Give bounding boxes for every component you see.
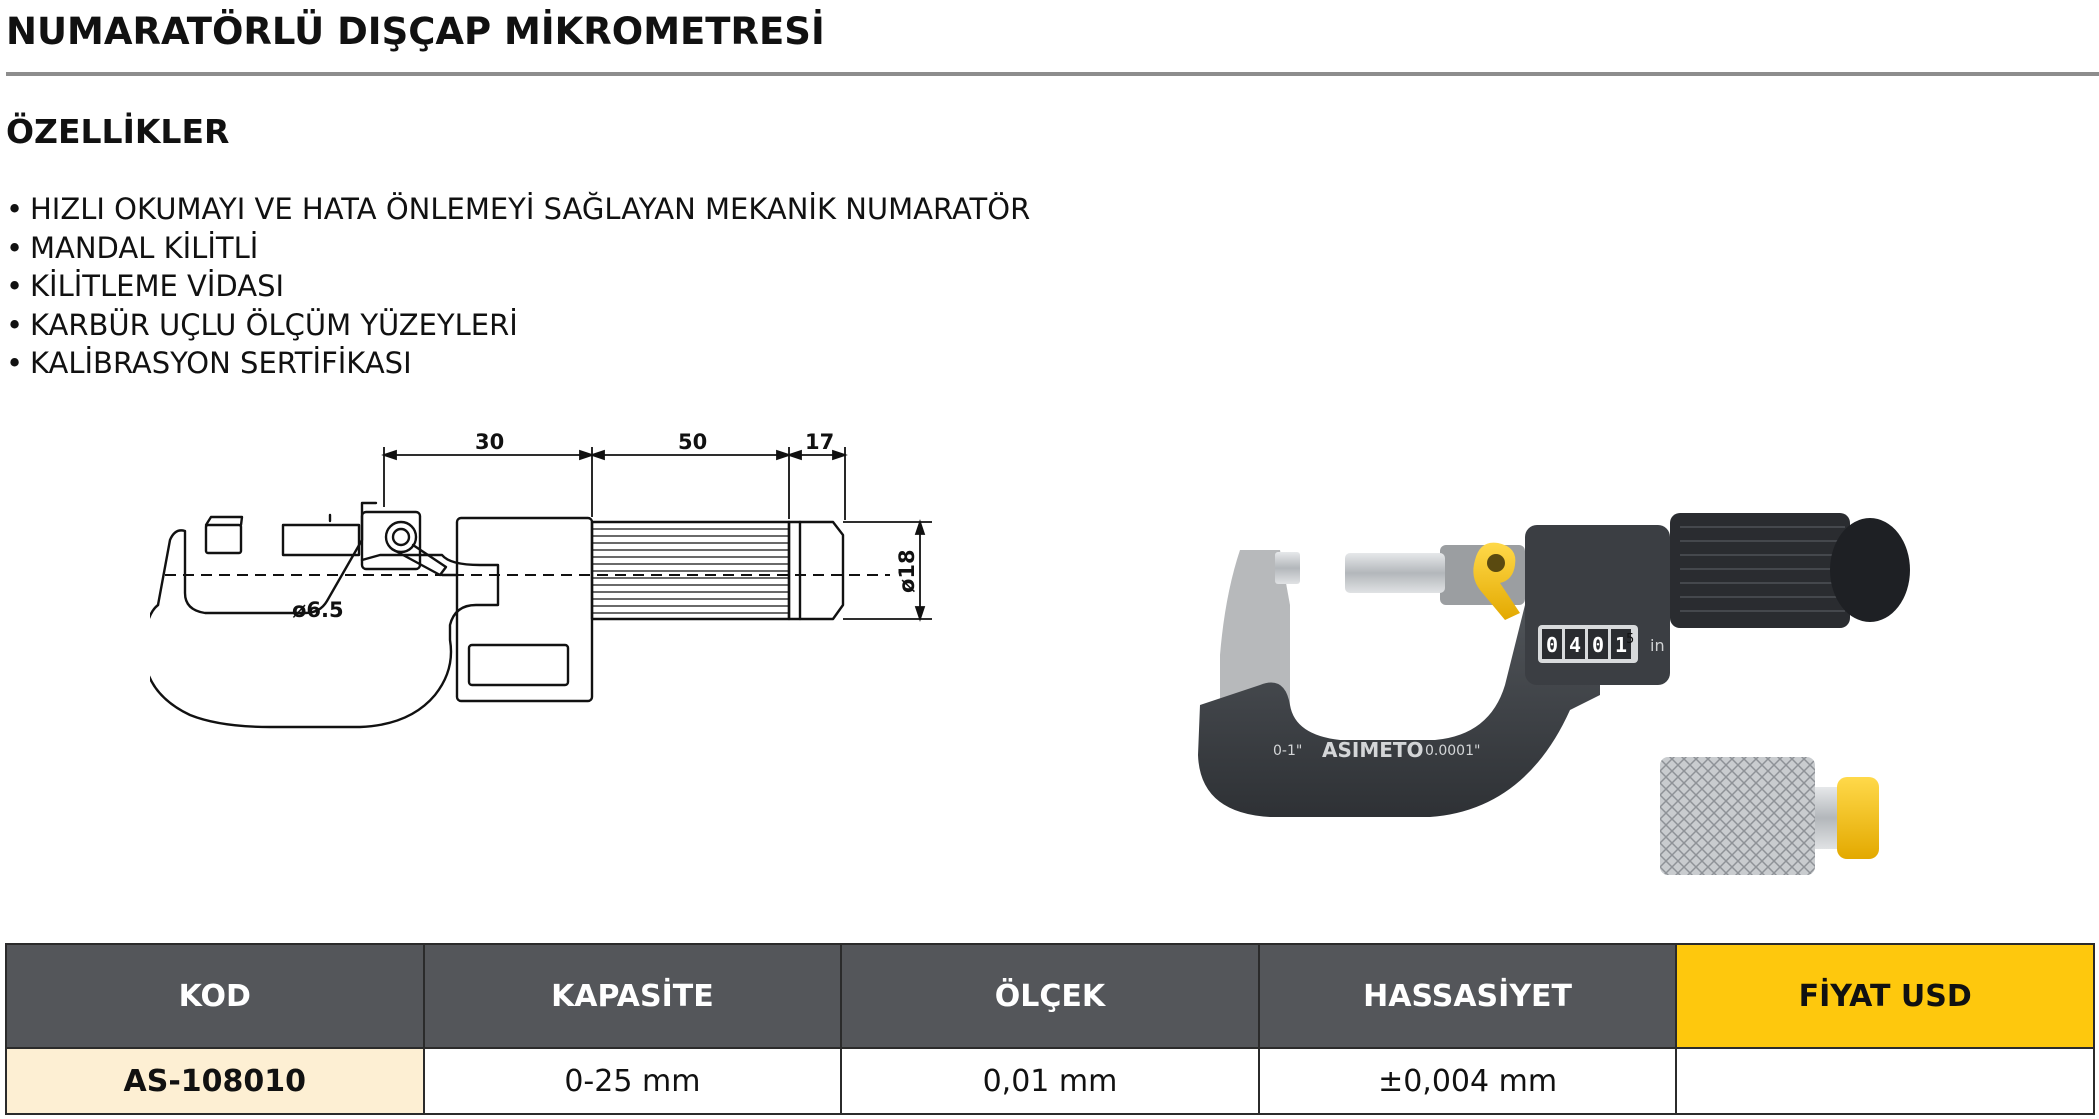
- anvil: [1275, 552, 1300, 584]
- features-list: [6, 190, 1030, 383]
- dimension-17: 17: [805, 430, 835, 454]
- spindle: [1345, 553, 1445, 593]
- frame-outline: [158, 503, 376, 613]
- spec-table: [5, 943, 2095, 1115]
- ratchet: [789, 522, 843, 619]
- features-heading: ÖZELLİKLER: [6, 112, 230, 151]
- thimble-knurl: [592, 529, 789, 613]
- bullet: •: [6, 269, 24, 303]
- bullet: •: [6, 230, 24, 265]
- lock-lever-ring: [386, 522, 416, 552]
- feature-item: [6, 344, 1030, 383]
- header-fiyat: FİYAT USD: [1676, 944, 2094, 1048]
- ratchet-accessory: [1660, 757, 1815, 875]
- cell-fiyat: [1676, 1048, 2094, 1114]
- header-kod: KOD: [6, 944, 424, 1048]
- counter-digit: 4: [1569, 633, 1582, 657]
- feature-text: HIZLI OKUMAYI VE HATA ÖNLEMEYİ SAĞLAYAN MEKANİK NUMARATÖR: [30, 192, 1031, 226]
- dimension-diameter-18: ø18: [895, 549, 919, 593]
- table-row: [6, 1048, 2094, 1114]
- feature-text: KİLİTLEME VİDASI: [30, 269, 285, 303]
- cell-kapasite: 0-25 mm: [424, 1048, 842, 1114]
- counter-extra-digit: 5: [1626, 632, 1635, 647]
- header-kapasite: KAPASİTE: [424, 944, 842, 1048]
- dimension-30: 30: [475, 430, 505, 454]
- title-divider: [6, 72, 2099, 76]
- feature-text: KALİBRASYON SERTİFİKASI: [30, 346, 412, 380]
- feature-item: [6, 229, 1030, 268]
- feature-text: MANDAL KİLİTLİ: [30, 230, 259, 265]
- ratchet-cap: [1830, 518, 1910, 622]
- frame-outline-outer: [150, 555, 498, 727]
- product-photo: [1180, 495, 1970, 885]
- counter-unit: in: [1650, 636, 1665, 655]
- cell-hassasiyet: ±0,004 mm: [1259, 1048, 1677, 1114]
- technical-drawing: [150, 425, 940, 805]
- counter-digit: 1: [1615, 633, 1628, 657]
- brand-logo: ASIMETO: [1322, 738, 1424, 762]
- cell-kod: AS-108010: [6, 1048, 424, 1114]
- cell-olcek: 0,01 mm: [841, 1048, 1259, 1114]
- dimension-diameter-6-5: ø6.5: [292, 598, 344, 622]
- bullet: •: [6, 346, 24, 380]
- bullet: •: [6, 307, 24, 342]
- page-title: NUMARATÖRLÜ DIŞÇAP MİKROMETRESİ: [6, 10, 825, 53]
- feature-item: [6, 190, 1030, 229]
- feature-text: KARBÜR UÇLU ÖLÇÜM YÜZEYLERİ: [30, 307, 518, 342]
- counter-window: [469, 645, 568, 685]
- anvil: [206, 525, 241, 553]
- feature-item: [6, 267, 1030, 306]
- dimension-50: 50: [678, 430, 708, 454]
- yellow-cap: [1837, 777, 1879, 859]
- spindle: [283, 525, 359, 555]
- resolution-marking: 0.0001": [1425, 743, 1481, 759]
- counter-digit: 0: [1592, 633, 1605, 657]
- counter-housing: [457, 518, 592, 701]
- feature-item: [6, 306, 1030, 345]
- header-hassasiyet: HASSASİYET: [1259, 944, 1677, 1048]
- header-olcek: ÖLÇEK: [841, 944, 1259, 1048]
- counter-digit: 0: [1546, 633, 1559, 657]
- range-marking: 0-1": [1273, 743, 1303, 759]
- bullet: •: [6, 192, 24, 226]
- table-header-row: [6, 944, 2094, 1048]
